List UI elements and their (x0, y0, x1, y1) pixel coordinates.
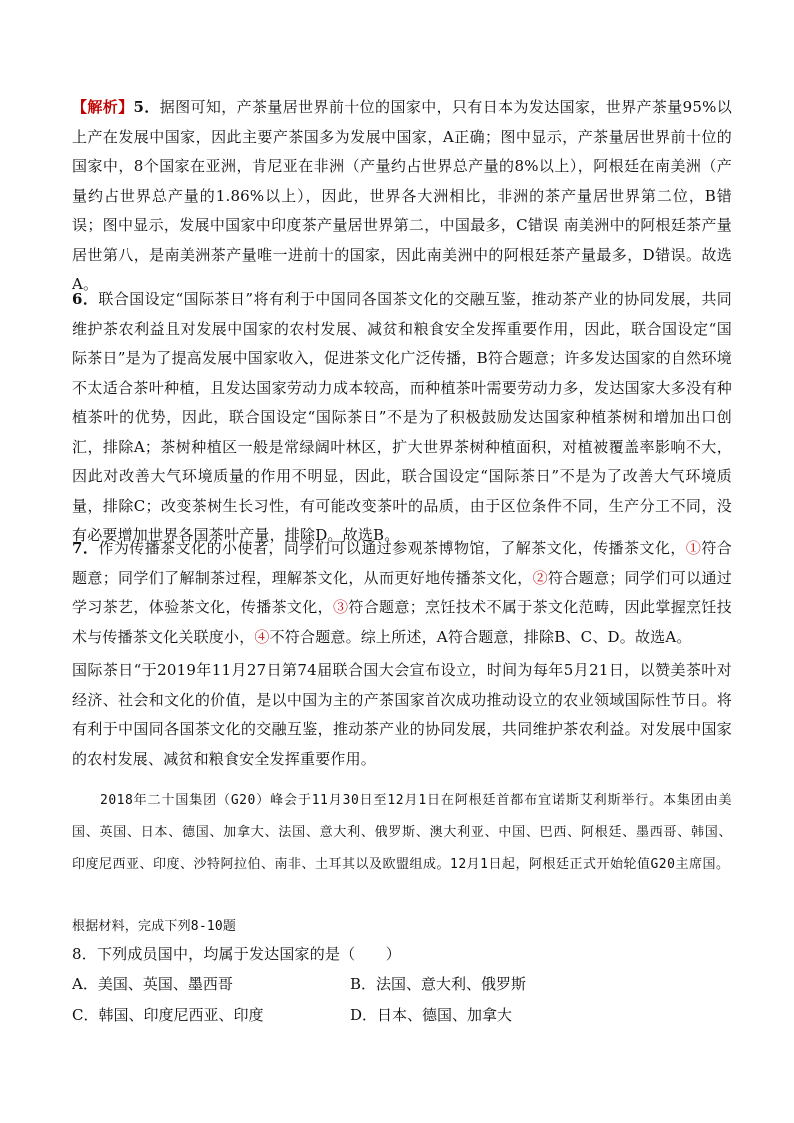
q7-marker-1: ① (685, 539, 702, 557)
q5-analysis-text: 据图可知，产茶量居世界前十位的国家中，只有日本为发达国家，世界产茶量95%以上产在发展中国家，因此主要产茶国多为发展中国家，A正确；图中显示，产茶量居世界前十位的国家中，8个国家在亚洲，肯尼亚在非洲（产量约占世界总产量的8%以上），阿根廷在南美洲（产量约占世界总产量的1.86%以上），因此，世界各大洲相比，非洲的茶产量居世界第二位，B错误；图中显示，发展中国家中印度茶产量居世界第二，中国最多，C错误 南美洲中的阿根廷茶产量居世第八，是南美洲茶产量唯一进前十的国家，因此南美洲中的阿根廷茶产量最多，D错误。故选A。 (72, 98, 732, 293)
analysis-q6 (72, 285, 732, 551)
q8-option-a: A．美国、英国、墨西哥 (72, 975, 233, 993)
q6-analysis-text: 联合国设定“国际茶日”将有利于中国同各国茶文化的交融互鉴，推动茶产业的协同发展，共同维护茶农利益且对发展中国家的农村发展、减贫和粮食安全发挥重要作用，因此，联合国设定“国际茶日”是为了提高发展中国家收入，促进茶文化广泛传播，B符合题意；许多发达国家的自然环境不太适合茶叶种植，且发达国家劳动力成本较高，而种植茶叶需要劳动力多，发达国家大多没有种植茶叶的优势，因此，联合国设定“国际茶日”不是为了积极鼓励发达国家种植茶树和增加出口创汇，排除A；茶树种植区一般是常绿阔叶林区，扩大世界茶树种植面积，对植被覆盖率影响不大，因此对改善大气环境质量的作用不明显，因此，联合国设定“国际茶日”不是为了改善大气环境质量，排除C；改变茶树生长习性，有可能改变茶叶的品质，由于区位条件不同，生产分工不同，没有必要增加世界各国茶叶产量，排除D。故选B。 (72, 290, 732, 544)
q7-text-part4: 符合题意；烹饪技术不属于茶文化范畴，因此掌握烹饪技术与传播茶文化关联度小， (72, 598, 732, 646)
q7-text-part5: 不符合题意。综上所述，A符合题意，排除B、C、D。故选A。 (269, 627, 692, 646)
q7-text-part1: 作为传播茶文化的小使者，同学们可以通过参观茶博物馆，了解茶文化，传播茶文化， (98, 539, 686, 557)
g20-material (72, 785, 732, 881)
q7-text-part2: 符合题意；同学们了解制茶过程，理解茶文化，从而更好地传播茶文化， (72, 539, 732, 587)
q7-marker-2: ② (532, 568, 548, 587)
q8-stem-text: 8．下列成员国中，均属于发达国家的是（ ） (72, 945, 401, 963)
analysis-q7 (72, 534, 732, 652)
q7-number: 7． (72, 539, 99, 557)
q6-number: 6． (72, 290, 99, 308)
q8-option-d: D．日本、德国、加拿大 (350, 1006, 513, 1024)
analysis-q5 (72, 93, 732, 300)
q8-option-b: B．法国、意大利、俄罗斯 (350, 975, 527, 993)
question-instruction (72, 915, 732, 939)
tea-day-note (72, 656, 732, 774)
q8-stem (72, 940, 732, 969)
q8-option-c: C．韩国、印度尼西亚、印度 (72, 1006, 264, 1024)
q5-number: 5． (133, 98, 160, 116)
instruction-text: 根据材料，完成下列8-10题 (72, 919, 237, 934)
q7-marker-3: ③ (332, 598, 349, 616)
q7-text-part3: 符合题意；同学们可以通过学习茶艺，体验茶文化，传播茶文化， (72, 568, 732, 616)
g20-material-text: 2018年二十国集团（G20）峰会于11月30日至12月1日在阿根廷首都布宜诺斯艾利斯举行。本集团由美国、英国、日本、德国、加拿大、法国、意大利、俄罗斯、澳大利亚、中国、巴西、阿根廷、墨西哥、韩国、印度尼西亚、印度、沙特阿拉伯、南非、土耳其以及欧盟组成。12月1日起，阿根廷正式开始轮值G20主席国。 (72, 793, 732, 872)
q7-marker-4: ④ (254, 627, 270, 646)
tea-day-note-text: 国际茶日“于2019年11月27日第74届联合国大会宣布设立，时间为每年5月21日，以赞美茶叶对经济、社会和文化的价值，是以中国为主的产茶国家首次成功推动设立的农业领域国际性节日。将有利于中国同各国茶文化的交融互鉴，推动茶产业的协同发展，共同维护茶农利益。对发展中国家的农村发展、减贫和粮食安全发挥重要作用。 (72, 661, 732, 768)
analysis-tag: 【解析】 (72, 98, 134, 116)
